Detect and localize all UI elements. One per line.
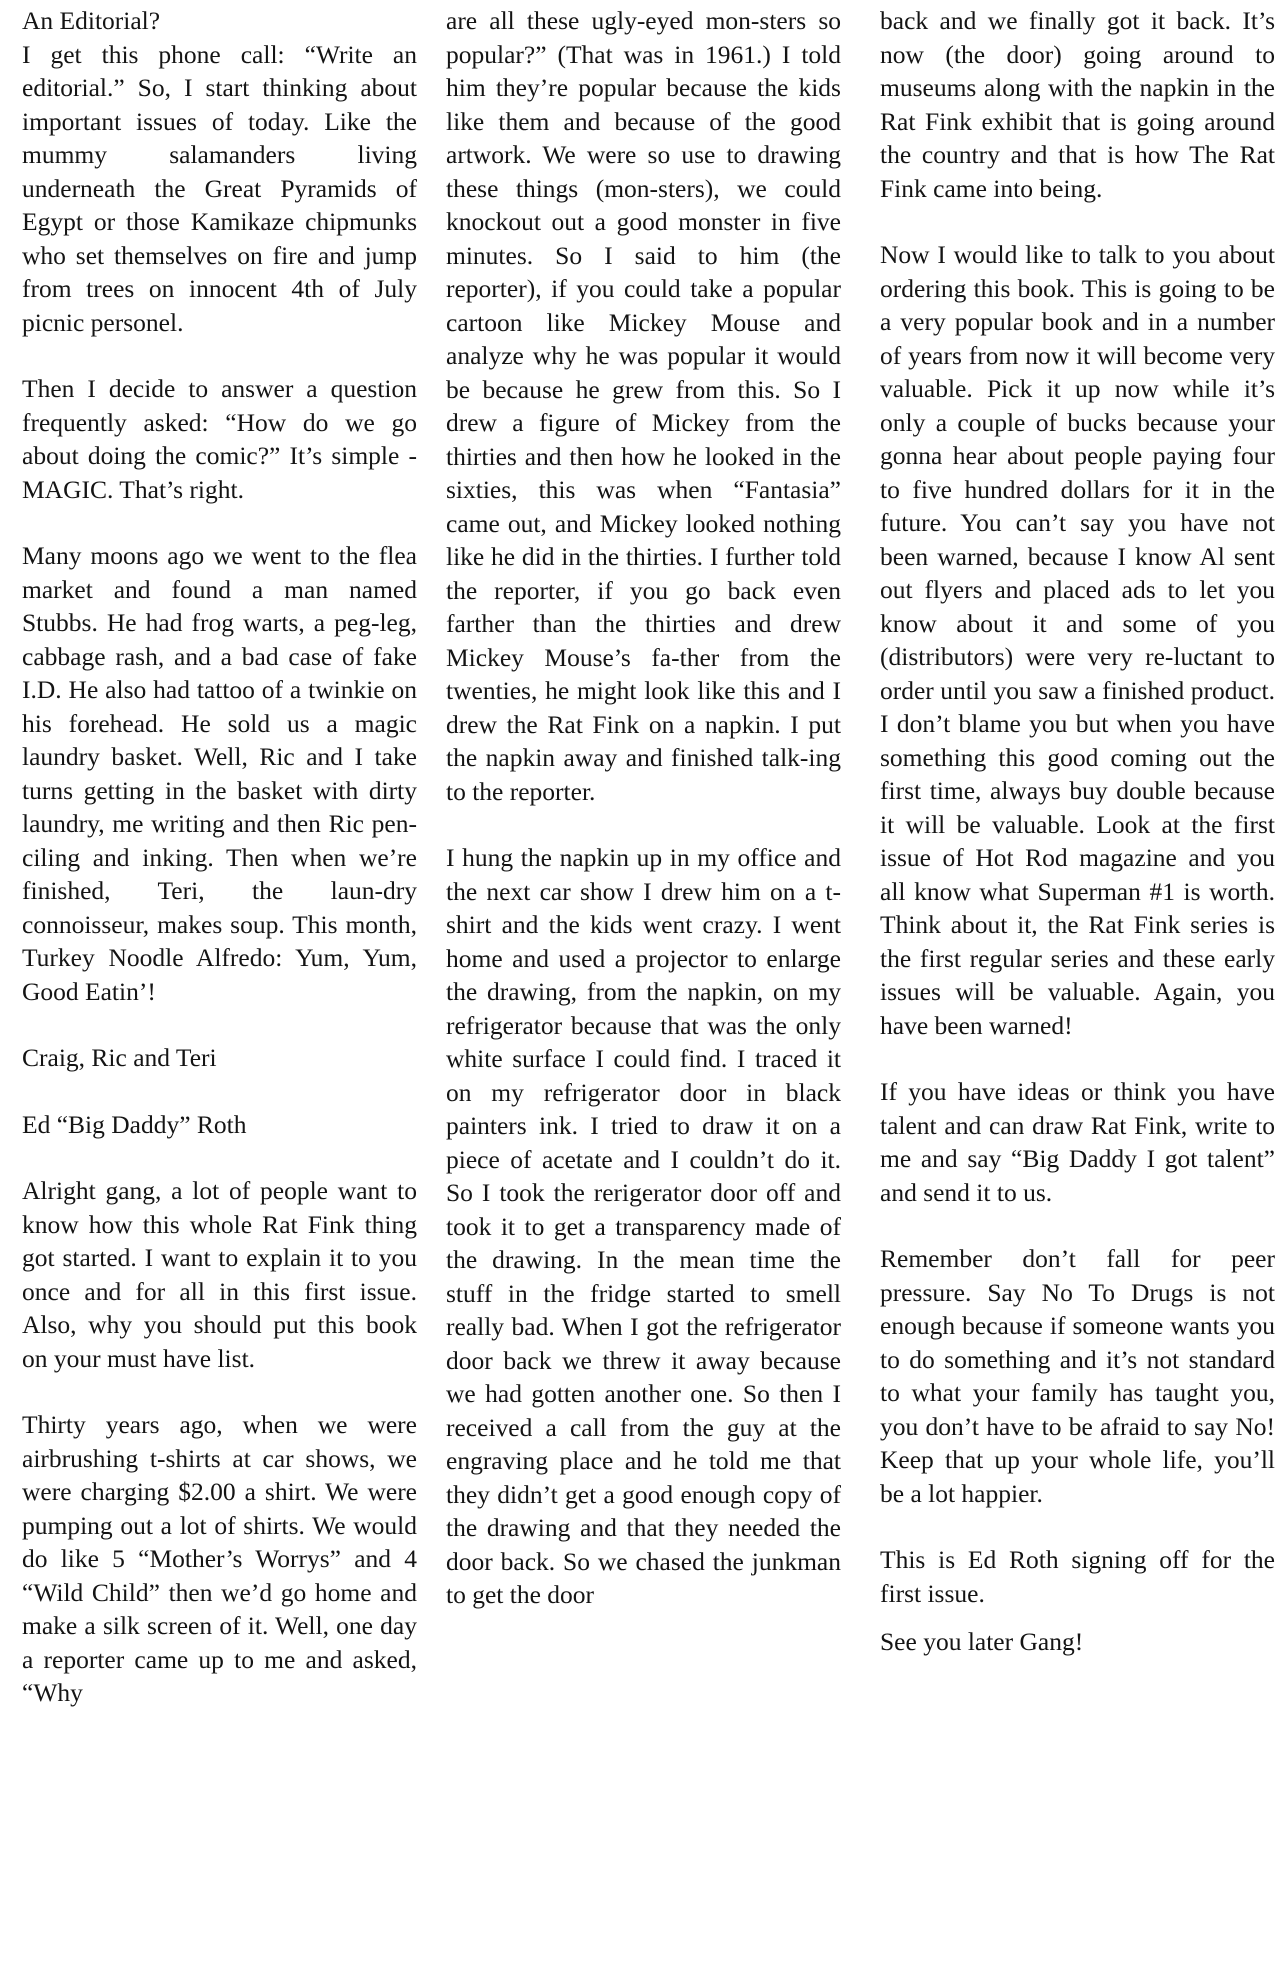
intro-paragraph: I get this phone call: “Write an editorial.” So, I start thinking about important issues of today. Like the mummy salamanders living underneath the Great Pyramids of Egypt or those Kamikaze chipmunks who set themselves on fire and jump from trees on innocent 4th of July picnic personel. bbox=[22, 39, 417, 337]
byline-ed-roth: Ed “Big Daddy” Roth bbox=[22, 1109, 247, 1139]
closing-line: See you later Gang! bbox=[880, 1627, 1084, 1656]
ordering-paragraph: Now I would like to talk to you about ordering this book. This is going to be a very popular book and in a number of years from now it will become very valuable. Pick it up now while it’s only a couple of bucks because your gonna hear about people paying four to five hundred dollars for it in the future. You can’t say you have not been warned, because I know Al sent out flyers and placed ads to let you know about it and some of you (distributors) were very re-luctant to order until you saw a finished product. I don’t blame you but when you have something this good coming out the first time, always buy double because it will be valuable. Look at the first issue of Hot Rod magazine and you all know what Superman #1 is worth. Think about it, the Rat Fink series is the first regular series and these early issues will be valuable. Again, you have been warned! bbox=[880, 240, 1275, 1040]
peer-pressure-paragraph: Remember don’t fall for peer pressure. Say No To Drugs is not enough because if someone wants you to do something and it’s not standard to what your family has taught you, you don’t have to be afraid to say No! Keep that up your whole life, you’ll be a lot happier. bbox=[880, 1244, 1275, 1508]
rat-fink-intro-paragraph: Alright gang, a lot of people want to know how this whole Rat Fink thing got started. I want to explain it to you once and for all in this first issue. Also, why you should put this book on your must have list. bbox=[22, 1176, 417, 1373]
editorial-heading: An Editorial? bbox=[22, 6, 161, 35]
thirty-years-paragraph: Thirty years ago, when we were airbrushing t-shirts at car shows, we were charging $2.00 a shirt. We were pumping out a lot of shirts. We would do like 5 “Mother’s Worrys” and 4 “Wild Child” then we’d go home and make a silk screen of it. Well, one day a reporter came up to me and asked, “Why bbox=[22, 1410, 417, 1707]
talent-paragraph: If you have ideas or think you have talent and can draw Rat Fink, write to me and say “Big Daddy I got talent” and send it to us. bbox=[880, 1077, 1275, 1207]
stubbs-paragraph: Many moons ago we went to the flea market and found a man named Stubbs. He had frog warts, a peg-leg, cabbage rash, and a bad case of fake I.D. He also had tattoo of a twinkie on his forehead. He sold us a magic laundry basket. Well, Ric and I take turns getting in the basket with dirty laundry, me writing and then Ric pen-ciling and inking. Then when we’re finished, Teri, the laun-dry connoisseur, makes soup. This month, Turkey Noodle Alfredo: Yum, Yum, Good Eatin’! bbox=[22, 541, 417, 1006]
text-column-2 bbox=[446, 4, 841, 1612]
text-column-1 bbox=[22, 4, 417, 1710]
door-museum-paragraph: back and we finally got it back. It’s now (the door) going around to museums along with the napkin in the Rat Fink exhibit that is going around the country and that is how The Rat Fink came into being. bbox=[880, 6, 1275, 203]
signature-craig-ric-teri: Craig, Ric and Teri bbox=[22, 1043, 217, 1072]
magic-paragraph: Then I decide to answer a question frequently asked: “How do we go about doing the comic?” It’s simple - MAGIC. That’s right. bbox=[22, 374, 417, 504]
mickey-mouse-paragraph: are all these ugly-eyed mon-sters so popular?” (That was in 1961.) I told him they’re popular because the kids like them and because of the good artwork. We were so use to drawing these things (mon-sters), we could knockout out a good monster in five minutes. So I said to him (the reporter), if you could take a popular cartoon like Mickey Mouse and analyze why he was popular it would be because he grew from this. So I drew a figure of Mickey from the thirties and then how he looked in the sixties, this was when “Fantasia” came out, and Mickey looked nothing like he did in the thirties. I further told the reporter, if you go back even farther than the thirties and drew Mickey Mouse’s fa-ther from the twenties, he might look like this and I drew the Rat Fink on a napkin. I put the napkin away and finished talk-ing to the reporter. bbox=[446, 6, 841, 806]
signing-off-paragraph: This is Ed Roth signing off for the first issue. bbox=[880, 1545, 1275, 1608]
text-column-3 bbox=[880, 4, 1275, 1659]
napkin-paragraph: I hung the napkin up in my office and the next car show I drew him on a t-shirt and the kids went crazy. I went home and used a projector to enlarge the drawing, from the napkin, on my refrigerator because that was the only white surface I could find. I traced it on my refrigerator door in black painters ink. I tried to draw it on a piece of acetate and I couldn’t do it. So I took the rerigerator door off and took it to get a transparency made of the drawing. In the mean time the stuff in the fridge started to smell really bad. When I got the refrigerator door back we threw it away because we had gotten another one. So then I received a call from the guy at the engraving place and he told me that they didn’t get a good enough copy of the drawing and that they needed the door back. So we chased the junkman to get the door bbox=[446, 843, 841, 1609]
